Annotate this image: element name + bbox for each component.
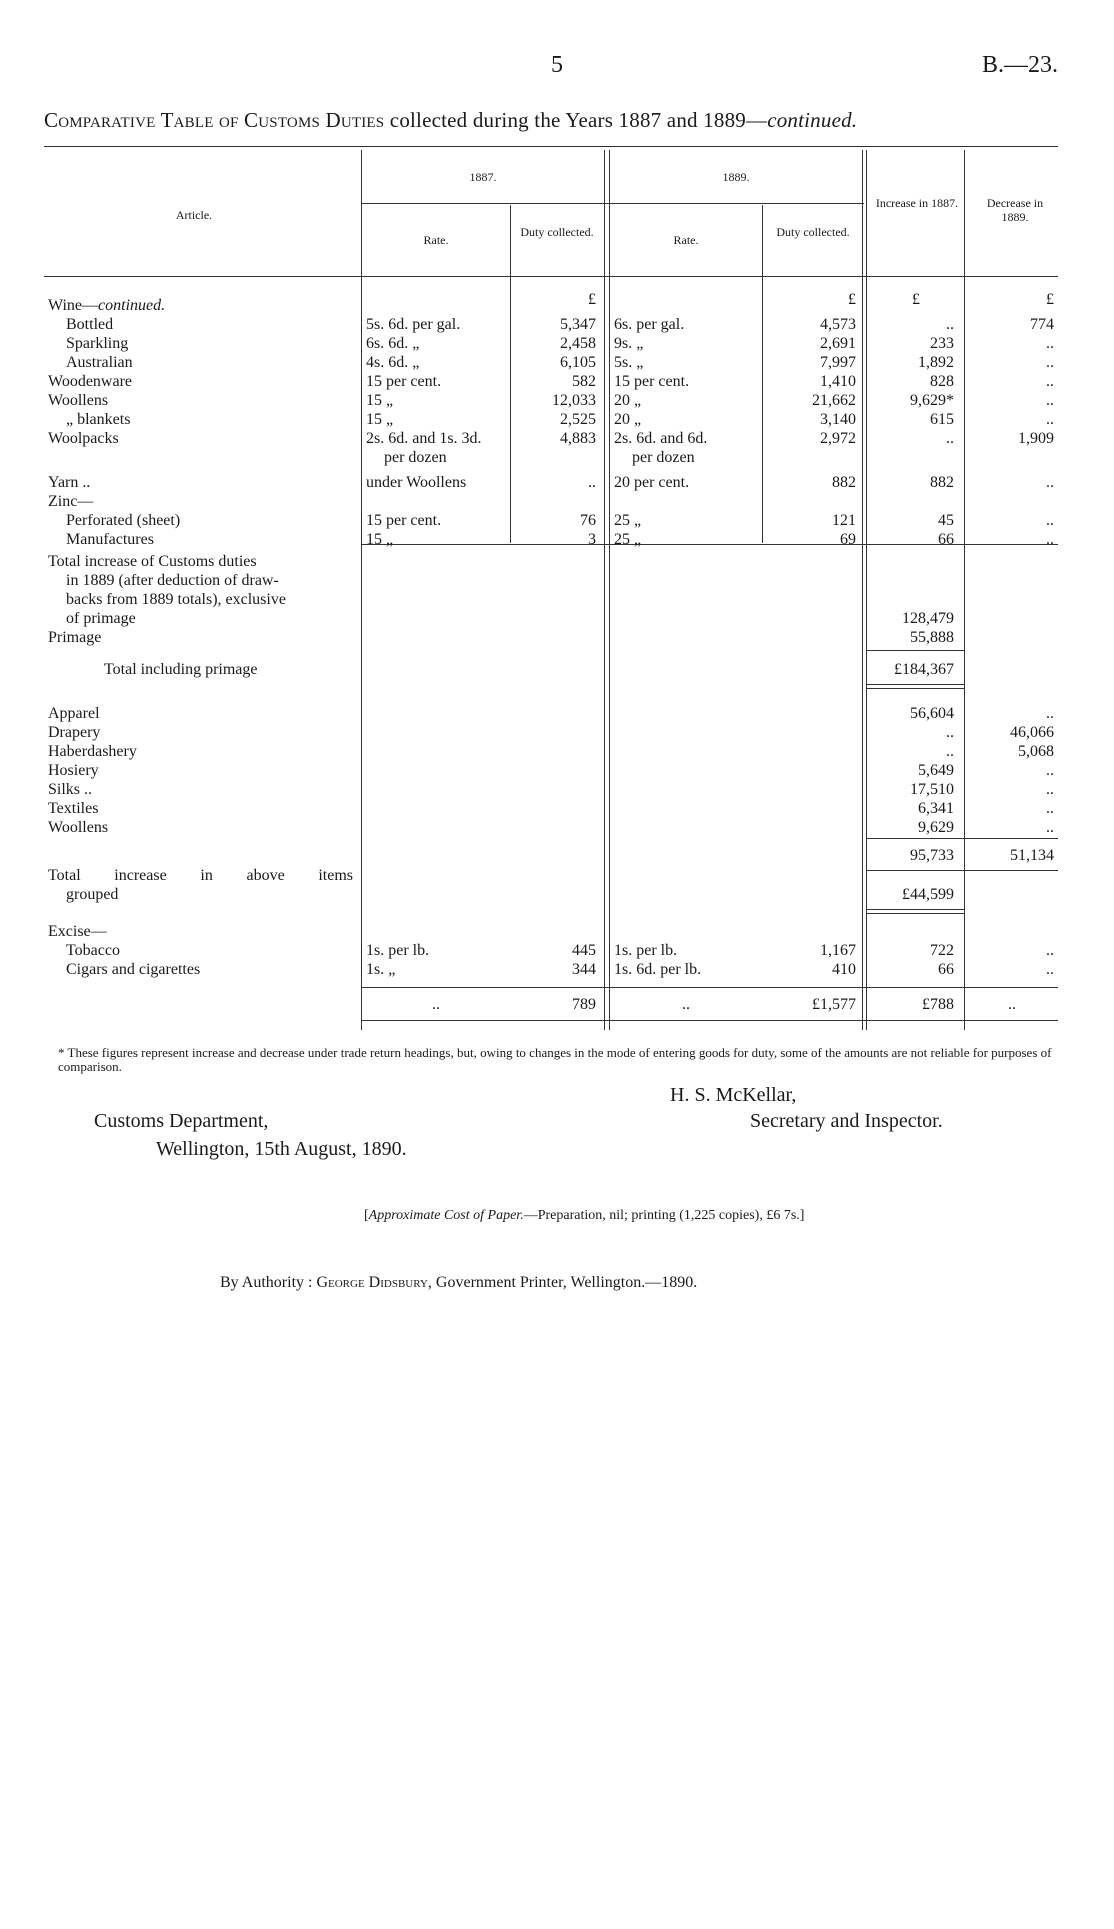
col-divider: [604, 150, 605, 1030]
title-continued: continued.: [767, 108, 858, 132]
rate-1889: 20 „: [614, 411, 642, 428]
total-incl-primage-label: Total including primage: [104, 661, 258, 678]
grouped-decrease-total: 51,134: [1010, 847, 1054, 864]
printer-prefix: By Authority :: [220, 1274, 317, 1291]
total-label-line: in 1889 (after deduction of draw-: [66, 572, 279, 589]
grouped-decrease: ..: [1046, 819, 1054, 836]
sum-rule: [866, 650, 964, 651]
excise-rate-1887: 1s. per lb.: [366, 942, 430, 959]
col-divider: [862, 150, 863, 1030]
total-increase-value: 128,479: [902, 610, 954, 627]
unit-pound: £: [588, 291, 596, 308]
increase-1887: 1,892: [918, 354, 954, 371]
rate-1887: 15 per cent.: [366, 512, 442, 529]
rate-1887: 4s. 6d. „: [366, 354, 420, 371]
duty-1887: 5,347: [560, 316, 596, 333]
primage-value: 55,888: [910, 629, 954, 646]
excise-duty-1887: 445: [572, 942, 596, 959]
header-rate-1889: Rate.: [673, 233, 699, 247]
duty-1887: 4,883: [560, 430, 596, 447]
excise-decrease: ..: [1046, 961, 1054, 978]
header-duty-1887: Duty collected.: [520, 225, 594, 239]
duty-1887: 3: [588, 531, 596, 548]
duty-1889: 4,573: [820, 316, 856, 333]
signatory-name: [670, 1084, 796, 1107]
excise-label: Excise—: [48, 923, 107, 940]
header-increase: Increase in 1887.: [875, 196, 959, 210]
grouped-increase: 17,510: [910, 781, 954, 798]
increase-1887: 233: [930, 335, 954, 352]
duty-1889: 1,410: [820, 373, 856, 390]
cost-note: [364, 1208, 804, 1224]
duty-1889: 69: [840, 531, 856, 548]
excise-item-name: Tobacco: [66, 942, 120, 959]
article-name: Woolpacks: [48, 430, 119, 447]
header-1889: 1889.: [722, 170, 750, 184]
rate-1889: 9s. „: [614, 335, 644, 352]
decrease-1889: ..: [1046, 354, 1054, 371]
decrease-1889: ..: [1046, 373, 1054, 390]
excise-total-duty-1887: 789: [572, 996, 596, 1013]
grouped-item-name: Woollens: [48, 819, 109, 836]
header-article: Article.: [175, 208, 213, 222]
duty-1887: 6,105: [560, 354, 596, 371]
grouped-decrease: 46,066: [1010, 724, 1054, 741]
rate-1889: 5s. „: [614, 354, 644, 371]
grouped-increase-total: 95,733: [910, 847, 954, 864]
grouped-increase: ..: [946, 724, 954, 741]
decrease-1889: 774: [1030, 316, 1054, 333]
primage-label: Primage: [48, 629, 102, 646]
increase-1887: 66: [938, 531, 954, 548]
rate-1887: 15 „: [366, 392, 394, 409]
grouped-item-name: Apparel: [48, 705, 100, 722]
excise-total-rate-1889: ..: [682, 996, 690, 1013]
excise-total-duty-1889: £1,577: [812, 996, 856, 1013]
total-label-line: of primage: [66, 610, 136, 627]
duty-1887: 582: [572, 373, 596, 390]
printer-line: [220, 1274, 697, 1292]
excise-increase: 66: [938, 961, 954, 978]
excise-rate-1887: 1s. „: [366, 961, 396, 978]
grouped-total-label: Total increase in above items: [48, 867, 353, 884]
duty-1889: 21,662: [812, 392, 856, 409]
grouped-increase: 56,604: [910, 705, 954, 722]
rate-1889: 6s. per gal.: [614, 316, 685, 333]
decrease-1889: ..: [1046, 531, 1054, 548]
header-duty-1889: Duty collected.: [776, 225, 850, 239]
decrease-1889: ..: [1046, 411, 1054, 428]
rate-1889: 20 „: [614, 392, 642, 409]
grouped-increase: 5,649: [918, 762, 954, 779]
increase-1887: ..: [946, 316, 954, 333]
header-rate-1887: Rate.: [423, 233, 449, 247]
double-rule: [866, 684, 964, 689]
rate-1889: 15 per cent.: [614, 373, 690, 390]
col-divider: [361, 150, 362, 1030]
article-name: Bottled: [66, 316, 114, 333]
header-1887: 1887.: [469, 170, 497, 184]
rate-1887: 15 „: [366, 411, 394, 428]
header-decrease: Decrease in 1889.: [986, 196, 1044, 224]
table-bottom-rule: [362, 1020, 1058, 1021]
document-reference: B.—23.: [981, 52, 1058, 78]
excise-total-decrease: ..: [1008, 996, 1016, 1013]
grouped-decrease: ..: [1046, 705, 1054, 722]
increase-1887: 882: [930, 474, 954, 491]
article-name: „ blankets: [66, 411, 131, 428]
rate-1887: under Woollens: [366, 474, 467, 491]
grouped-item-name: Haberdashery: [48, 743, 137, 760]
rate-1889: 25 „: [614, 531, 642, 548]
grouped-net-value: £44,599: [902, 886, 954, 903]
place-date: Wellington, 15th August, 1890.: [156, 1138, 407, 1160]
grouped-decrease: ..: [1046, 800, 1054, 817]
duty-1889: 2,691: [820, 335, 856, 352]
grouped-total-label-2: grouped: [66, 886, 119, 903]
article-name: Perforated (sheet): [66, 512, 181, 529]
excise-sum-rule: [362, 987, 1058, 988]
article-name: Woollens: [48, 392, 109, 409]
excise-duty-1889: 1,167: [820, 942, 856, 959]
rate-1887: 2s. 6d. and 1s. 3d.: [366, 430, 482, 447]
rate-1887: per dozen: [384, 449, 447, 466]
rate-1887: 5s. 6d. per gal.: [366, 316, 461, 333]
col-divider: [964, 150, 965, 1030]
footnote: * These figures represent increase and decrease under trade return headings, but, owing to changes in the mode of entering goods for duty, some of the amounts are not reliable for purposes of comparison.: [58, 1045, 1052, 1074]
rate-1889: per dozen: [632, 449, 695, 466]
grouped-item-name: Textiles: [48, 800, 99, 817]
increase-1887: 45: [938, 512, 954, 529]
rate-1887: 6s. 6d. „: [366, 335, 420, 352]
excise-decrease: ..: [1046, 942, 1054, 959]
unit-pound: £: [912, 291, 920, 308]
signatory-position: Secretary and Inspector.: [750, 1110, 943, 1132]
increase-1887: ..: [946, 430, 954, 447]
department: Customs Department,: [94, 1110, 269, 1132]
title-caps: Comparative Table of Customs Duties: [44, 108, 385, 132]
decrease-1889: ..: [1046, 392, 1054, 409]
grouped-decrease: ..: [1046, 781, 1054, 798]
header-bottom-rule: [44, 276, 1058, 277]
duty-1887: 2,458: [560, 335, 596, 352]
duty-1889: 7,997: [820, 354, 856, 371]
article-name: Australian: [66, 354, 133, 371]
article-name: Zinc—: [48, 493, 94, 510]
unit-pound: £: [848, 291, 856, 308]
cost-note-label: Approximate Cost of Paper.: [368, 1208, 524, 1223]
year-header-rule: [362, 203, 864, 204]
double-rule: [866, 909, 964, 914]
col-divider: [510, 205, 511, 543]
signatory-name-text: H. S. McKellar,: [670, 1084, 797, 1106]
grouped-item-name: Hosiery: [48, 762, 99, 779]
decrease-1889: ..: [1046, 474, 1054, 491]
total-incl-primage-value: £184,367: [894, 661, 954, 678]
duty-1887: 12,033: [552, 392, 596, 409]
duty-1889: 3,140: [820, 411, 856, 428]
duty-1889: 121: [832, 512, 856, 529]
cost-note-bracket: [: [364, 1208, 369, 1223]
article-continued: continued.: [98, 297, 166, 314]
article-name: Woodenware: [48, 373, 133, 390]
excise-duty-1889: 410: [832, 961, 856, 978]
article-name: Manufactures: [66, 531, 154, 548]
article-name: Wine—continued.: [48, 297, 166, 314]
excise-increase: 722: [930, 942, 954, 959]
grouped-decrease: 5,068: [1018, 743, 1054, 760]
increase-1887: 9,629*: [910, 392, 954, 409]
table-title: [44, 108, 857, 133]
decrease-1889: ..: [1046, 512, 1054, 529]
unit-pound: £: [1046, 291, 1054, 308]
title-text: collected during the Years 1887 and 1889—: [384, 108, 768, 132]
total-label-line: Total increase of Customs duties: [48, 553, 257, 570]
duty-1887: ..: [588, 474, 596, 491]
rate-1889: 2s. 6d. and 6d.: [614, 430, 708, 447]
duty-1887: 2,525: [560, 411, 596, 428]
decrease-1889: ..: [1046, 335, 1054, 352]
duty-1889: 882: [832, 474, 856, 491]
printer-suffix: , Government Printer, Wellington.—1890.: [427, 1274, 698, 1291]
grouped-rule: [866, 870, 1058, 871]
rate-1889: 20 per cent.: [614, 474, 690, 491]
grouped-increase: 6,341: [918, 800, 954, 817]
grouped-increase: 9,629: [918, 819, 954, 836]
decrease-1889: 1,909: [1018, 430, 1054, 447]
col-divider: [609, 150, 610, 1030]
rate-1887: 15 „: [366, 531, 394, 548]
article-name: Sparkling: [66, 335, 129, 352]
duty-1887: 76: [580, 512, 596, 529]
grouped-sum-rule: [866, 838, 1058, 839]
rate-1889: 25 „: [614, 512, 642, 529]
cost-note-text: —Preparation, nil; printing (1,225 copies), £6 7s.]: [523, 1208, 805, 1223]
increase-1887: 828: [930, 373, 954, 390]
excise-total-increase: £788: [922, 996, 954, 1013]
grouped-increase: ..: [946, 743, 954, 760]
grouped-decrease: ..: [1046, 762, 1054, 779]
page-number: 5: [551, 52, 563, 78]
total-label-line: backs from 1889 totals), exclusive: [66, 591, 286, 608]
printer-name: George Didsbury: [316, 1274, 428, 1291]
excise-rate-1889: 1s. per lb.: [614, 942, 678, 959]
col-divider: [762, 205, 763, 543]
excise-duty-1887: 344: [572, 961, 596, 978]
table-top-rule: [44, 146, 1058, 147]
grouped-item-name: Drapery: [48, 724, 101, 741]
excise-item-name: Cigars and cigarettes: [66, 961, 201, 978]
increase-1887: 615: [930, 411, 954, 428]
grouped-item-name: Silks ..: [48, 781, 93, 798]
duty-1889: 2,972: [820, 430, 856, 447]
rate-1887: 15 per cent.: [366, 373, 442, 390]
excise-total-rate-1887: ..: [432, 996, 440, 1013]
excise-rate-1889: 1s. 6d. per lb.: [614, 961, 702, 978]
article-name: Yarn ..: [48, 474, 91, 491]
